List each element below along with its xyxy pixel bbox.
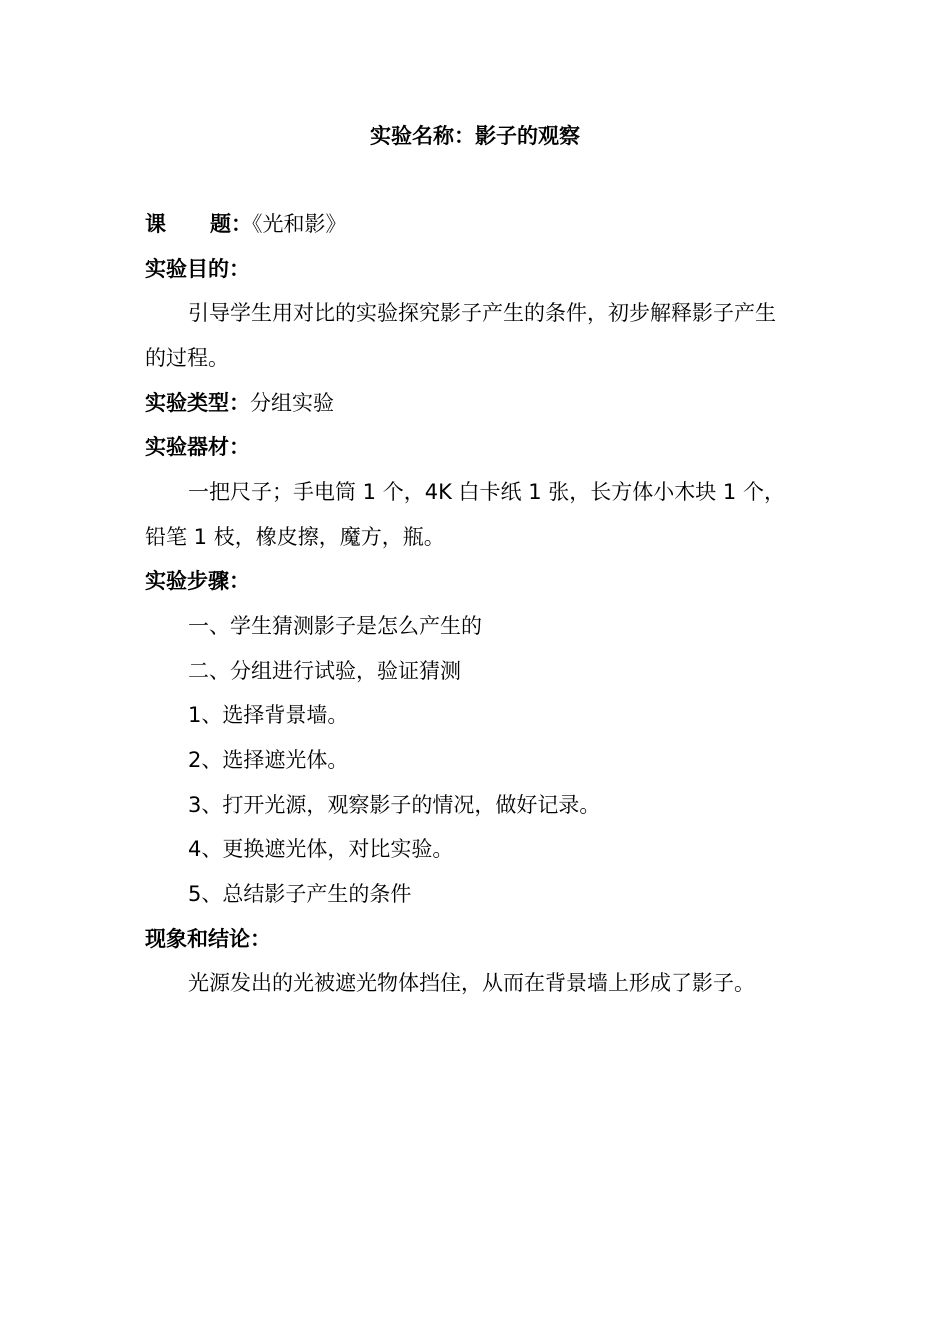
step-item: 3、打开光源，观察影子的情况，做好记录。 <box>188 793 601 817</box>
materials-text-line2: 铅笔 1 枝，橡皮擦，魔方，瓶。 <box>145 525 445 549</box>
steps-heading <box>145 565 815 597</box>
materials-label: 实验器材： <box>145 435 250 459</box>
step-item: 一、学生猜测影子是怎么产生的 <box>188 614 482 638</box>
step-item: 2、选择遮光体。 <box>188 748 349 772</box>
purpose-text-line1: 引导学生用对比的实验探究影子产生的条件，初步解释影子产生 <box>188 301 776 325</box>
conclusion-heading <box>145 923 815 955</box>
topic-line <box>145 208 815 240</box>
conclusion-label: 现象和结论： <box>145 927 271 951</box>
purpose-label: 实验目的： <box>145 257 250 281</box>
type-line <box>145 387 815 419</box>
type-label: 实验类型： <box>145 391 250 415</box>
purpose-text-line2: 的过程。 <box>145 346 229 370</box>
step-item: 5、总结影子产生的条件 <box>188 882 412 906</box>
conclusion-text: 光源发出的光被遮光物体挡住，从而在背景墙上形成了影子。 <box>188 971 755 995</box>
step-item: 1、选择背景墙。 <box>188 703 349 727</box>
purpose-heading <box>145 253 815 285</box>
topic-value: 《光和影》 <box>252 212 347 236</box>
materials-heading <box>145 431 815 463</box>
materials-text-line1: 一把尺子；手电筒 1 个，4K 白卡纸 1 张，长方体小木块 1 个， <box>188 480 785 504</box>
step-item: 4、更换遮光体，对比实验。 <box>188 837 454 861</box>
step-item: 二、分组进行试验，验证猜测 <box>188 659 461 683</box>
topic-label-part1: 课 <box>145 212 166 236</box>
document-title: 实验名称：影子的观察 <box>370 124 580 148</box>
steps-label: 实验步骤： <box>145 569 250 593</box>
topic-label-part2: 题： <box>210 212 252 236</box>
type-value: 分组实验 <box>250 391 334 415</box>
